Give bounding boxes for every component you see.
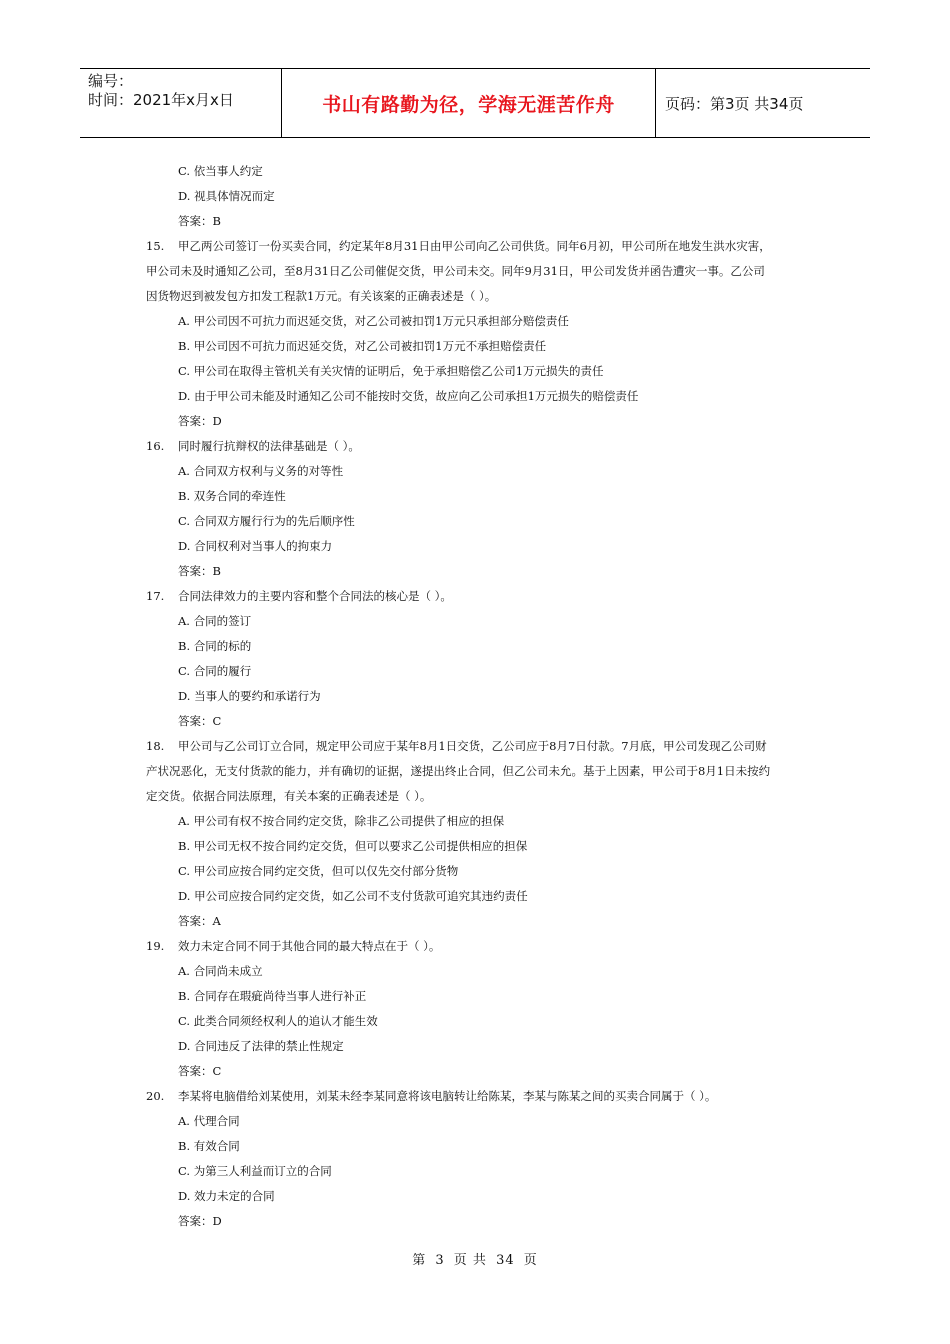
footer-total-pages: 34 <box>496 1253 515 1268</box>
option-line: A. 代理合同 <box>178 1114 240 1128</box>
question-stem-continued: 定交货。依据合同法原理，有关本案的正确表述是（ ）。 <box>146 789 432 803</box>
option-line: B. 合同存在瑕疵尚待当事人进行补正 <box>178 989 367 1003</box>
option-line: A. 合同尚未成立 <box>178 964 263 978</box>
answer-line: 答案：C <box>178 1064 222 1078</box>
option-line: A. 甲公司有权不按合同约定交货，除非乙公司提供了相应的担保 <box>178 814 505 828</box>
answer-line: 答案：B <box>178 214 221 228</box>
option-line: C. 甲公司在取得主管机关有关灾情的证明后，免于承担赔偿乙公司1万元损失的责任 <box>178 364 604 378</box>
option-line: C. 合同双方履行行为的先后顺序性 <box>178 514 355 528</box>
header-page-code: 页码：第3页 共34页 <box>665 94 804 113</box>
footer-page-number: 3 <box>435 1253 445 1268</box>
question-stem-continued: 因货物迟到被发包方扣发工程款1万元。有关该案的正确表述是（ ）。 <box>146 289 497 303</box>
question-number: 17. <box>146 589 165 603</box>
answer-line: 答案：B <box>178 564 221 578</box>
question-number: 15. <box>146 239 165 253</box>
option-line: D. 合同违反了法律的禁止性规定 <box>178 1039 344 1053</box>
answer-line: 答案：A <box>178 914 221 928</box>
footer-mid: 页 共 <box>453 1253 487 1268</box>
option-line: C. 此类合同须经权利人的追认才能生效 <box>178 1014 378 1028</box>
option-line: C. 甲公司应按合同约定交货，但可以仅先交付部分货物 <box>178 864 459 878</box>
question-number: 16. <box>146 439 165 453</box>
option-line: D. 视具体情况而定 <box>178 189 275 203</box>
option-line: B. 甲公司无权不按合同约定交货，但可以要求乙公司提供相应的担保 <box>178 839 528 853</box>
question-number: 20. <box>146 1089 165 1103</box>
option-line: A. 甲公司因不可抗力而迟延交货，对乙公司被扣罚1万元只承担部分赔偿责任 <box>178 314 569 328</box>
option-line: D. 甲公司应按合同约定交货，如乙公司不支付货款可追究其违约责任 <box>178 889 528 903</box>
option-line: A. 合同的签订 <box>178 614 252 628</box>
header-motto: 书山有路勤为径，学海无涯苦作舟 <box>282 69 656 137</box>
answer-line: 答案：C <box>178 714 222 728</box>
answer-line: 答案：D <box>178 414 222 428</box>
answer-line: 答案：D <box>178 1214 222 1228</box>
question-stem: 效力未定合同不同于其他合同的最大特点在于（ ）。 <box>178 939 441 953</box>
option-line: C. 依当事人约定 <box>178 164 263 178</box>
header-info <box>80 69 282 137</box>
option-line: A. 合同双方权利与义务的对等性 <box>178 464 344 478</box>
option-line: D. 由于甲公司未能及时通知乙公司不能按时交货，故应向乙公司承担1万元损失的赔偿责任 <box>178 389 639 403</box>
question-stem: 合同法律效力的主要内容和整个合同法的核心是（ ）。 <box>178 589 452 603</box>
option-line: B. 有效合同 <box>178 1139 240 1153</box>
option-line: B. 双务合同的牵连性 <box>178 489 286 503</box>
question-stem-continued: 甲公司未及时通知乙公司，至8月31日乙公司催促交货，甲公司未交。同年9月31日，甲公司发货并函告遭灾一事。乙公司 <box>146 264 765 278</box>
option-line: D. 合同权利对当事人的拘束力 <box>178 539 333 553</box>
question-stem-continued: 产状况恶化，无支付货款的能力，并有确切的证据，遂提出终止合同，但乙公司未允。基于上因素，甲公司于8月1日未按约 <box>146 764 771 778</box>
question-stem: 李某将电脑借给刘某使用，刘某未经李某同意将该电脑转让给陈某，李某与陈某之间的买卖合同属于（ ）。 <box>178 1089 717 1103</box>
question-stem: 甲公司与乙公司订立合同，规定甲公司应于某年8月1日交货，乙公司应于8月7日付款。7月底，甲公司发现乙公司财 <box>178 739 767 753</box>
footer-suffix: 页 <box>523 1253 538 1268</box>
page-header <box>80 68 870 138</box>
question-stem: 甲乙两公司签订一份买卖合同，约定某年8月31日由甲公司向乙公司供货。同年6月初，甲公司所在地发生洪水灾害， <box>178 239 771 253</box>
option-line: D. 当事人的要约和承诺行为 <box>178 689 321 703</box>
question-stem: 同时履行抗辩权的法律基础是（ ）。 <box>178 439 360 453</box>
question-number: 18. <box>146 739 165 753</box>
footer-prefix: 第 <box>412 1253 427 1268</box>
option-line: C. 合同的履行 <box>178 664 252 678</box>
number-label: 编号： <box>88 72 134 90</box>
option-line: B. 甲公司因不可抗力而迟延交货，对乙公司被扣罚1万元不承担赔偿责任 <box>178 339 547 353</box>
option-line: D. 效力未定的合同 <box>178 1189 275 1203</box>
page-footer <box>0 1249 950 1268</box>
option-line: C. 为第三人利益而订立的合同 <box>178 1164 332 1178</box>
question-number: 19. <box>146 939 165 953</box>
option-line: B. 合同的标的 <box>178 639 252 653</box>
time-label: 时间：2021年x月x日 <box>88 91 234 109</box>
